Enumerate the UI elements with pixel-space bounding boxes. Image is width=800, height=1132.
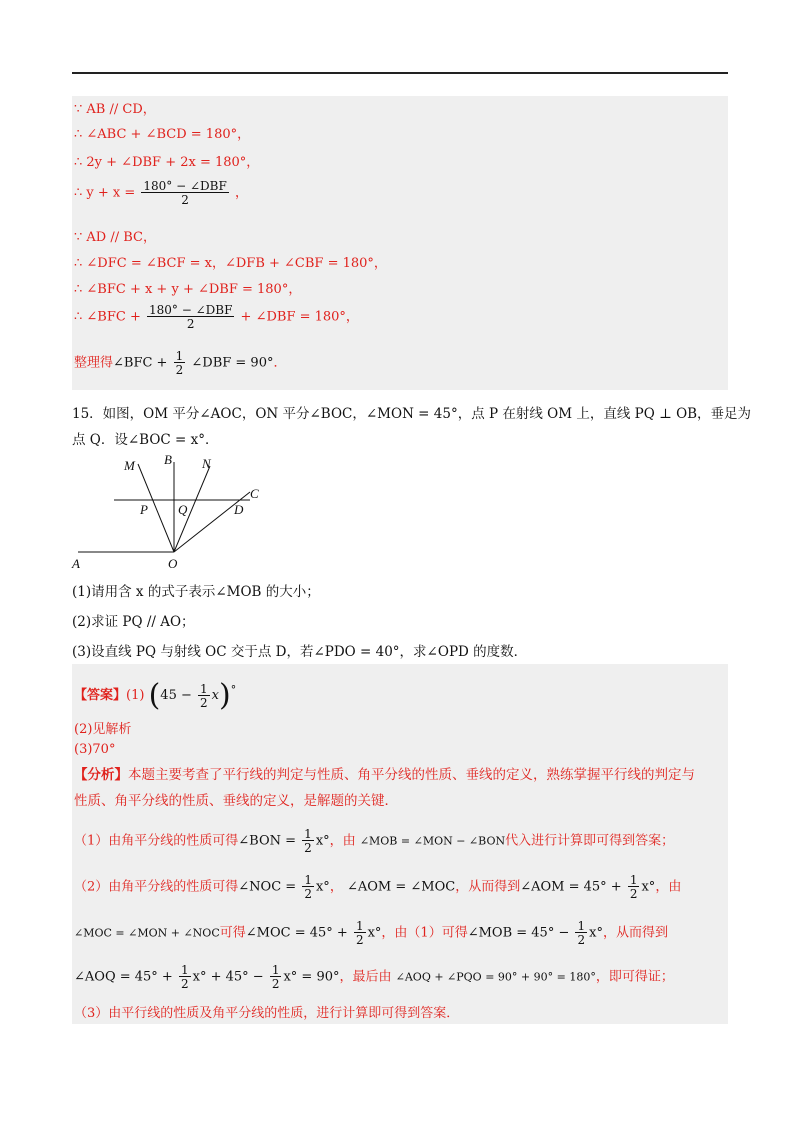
sub-question-3: (3)设直线 PQ 与射线 OC 交于点 D，若∠PDO = 40°，求∠OPD 的度数． [72,644,528,660]
solution-line: ∴ ∠BFC + x + y + ∠DBF = 180°， [74,282,302,297]
label-b: B [164,452,172,467]
solution-line: ∴ 2y + ∠DBF + 2x = 180°， [74,155,260,170]
answer-block [72,664,728,1024]
analysis-step-1: （1）由角平分线的性质可得∠BON = $\frac{1}{2}$ x°，由 ∠MOB = ∠MON − ∠BON代入进行计算即可得到答案； [74,827,675,855]
sub-question-1: (1)请用含 x 的式子表示∠MOB 的大小； [72,584,320,600]
question-line: 15．如图，OM 平分∠AOC，ON 平分∠BOC，∠MON = 45°，点 P 在射线 OM 上，直线 PQ ⊥ OB，垂足为 [72,406,752,422]
solution-line: ∴ ∠DFC = ∠BCF = x，∠DFB + ∠CBF = 180°， [74,256,387,271]
solution-block [72,96,728,390]
label-m: M [124,458,135,473]
solution-line: ∵ AB // CD， [74,102,156,117]
solution-line: ∴ y + x = $\frac{\text{180° − ∠DBF}}{2}$ ， [74,179,248,207]
solution-line: ∴ ∠ABC + ∠BCD = 180°， [74,127,251,142]
label-q: Q [178,502,188,517]
question-line: 点 Q．设∠BOC = x°． [72,432,219,448]
label-a: A [72,556,80,570]
label-d: D [234,502,244,517]
answer-line-2: (2)见解析 [74,722,132,737]
label-o: O [168,556,178,570]
geometry-diagram [70,450,280,570]
label-n: N [202,456,211,471]
sub-question-2: (2)求证 PQ // AO； [72,614,195,630]
analysis-intro: 【分析】本题主要考查了平行线的判定与性质、角平分线的性质、垂线的定义，熟练掌握平行线的判定与 性质、角平分线的性质、垂线的定义，是解题的关键． [74,767,695,809]
label-p: P [140,502,148,517]
analysis-step-4: ∠AOQ = 45° + $\frac{1}{2}$ x° + 45° − $\frac{1}{2}$ x° = 90°，最后由 ∠AOQ + ∠PQO = 90° + 90° = 180°，即可得证； [74,963,674,991]
solution-line: 整理得∠BFC + $\frac{1}{2}$ ∠DBF = 90°． [74,349,287,377]
solution-line: ∴ ∠BFC + $\frac{\text{180° − ∠DBF}}{2}$ + ∠DBF = 180°， [74,303,359,331]
solution-line: ∵ AD // BC， [74,230,156,245]
analysis-step-3: ∠MOC = ∠MON + ∠NOC可得∠MOC = 45° + $\frac{1}{2}$ x°，由（1）可得∠MOB = 45° − $\frac{1}{2}$ x°，从而得到 [74,919,668,947]
ray-oc [174,492,250,552]
answer-line-1: 【答案】(1) (45 − $\frac{1}{2}$ x)° [74,678,237,713]
answer-line-3: (3)70° [74,742,116,757]
analysis-step-5: （3）由平行线的性质及角平分线的性质，进行计算即可得到答案． [74,1006,460,1021]
label-c: C [250,486,259,501]
header-rule [72,72,728,74]
analysis-step-2: （2）由角平分线的性质可得∠NOC = $\frac{1}{2}$ x°， ∠AOM = ∠MOC，从而得到∠AOM = 45° + $\frac{1}{2}$ x°，由 [74,873,682,901]
